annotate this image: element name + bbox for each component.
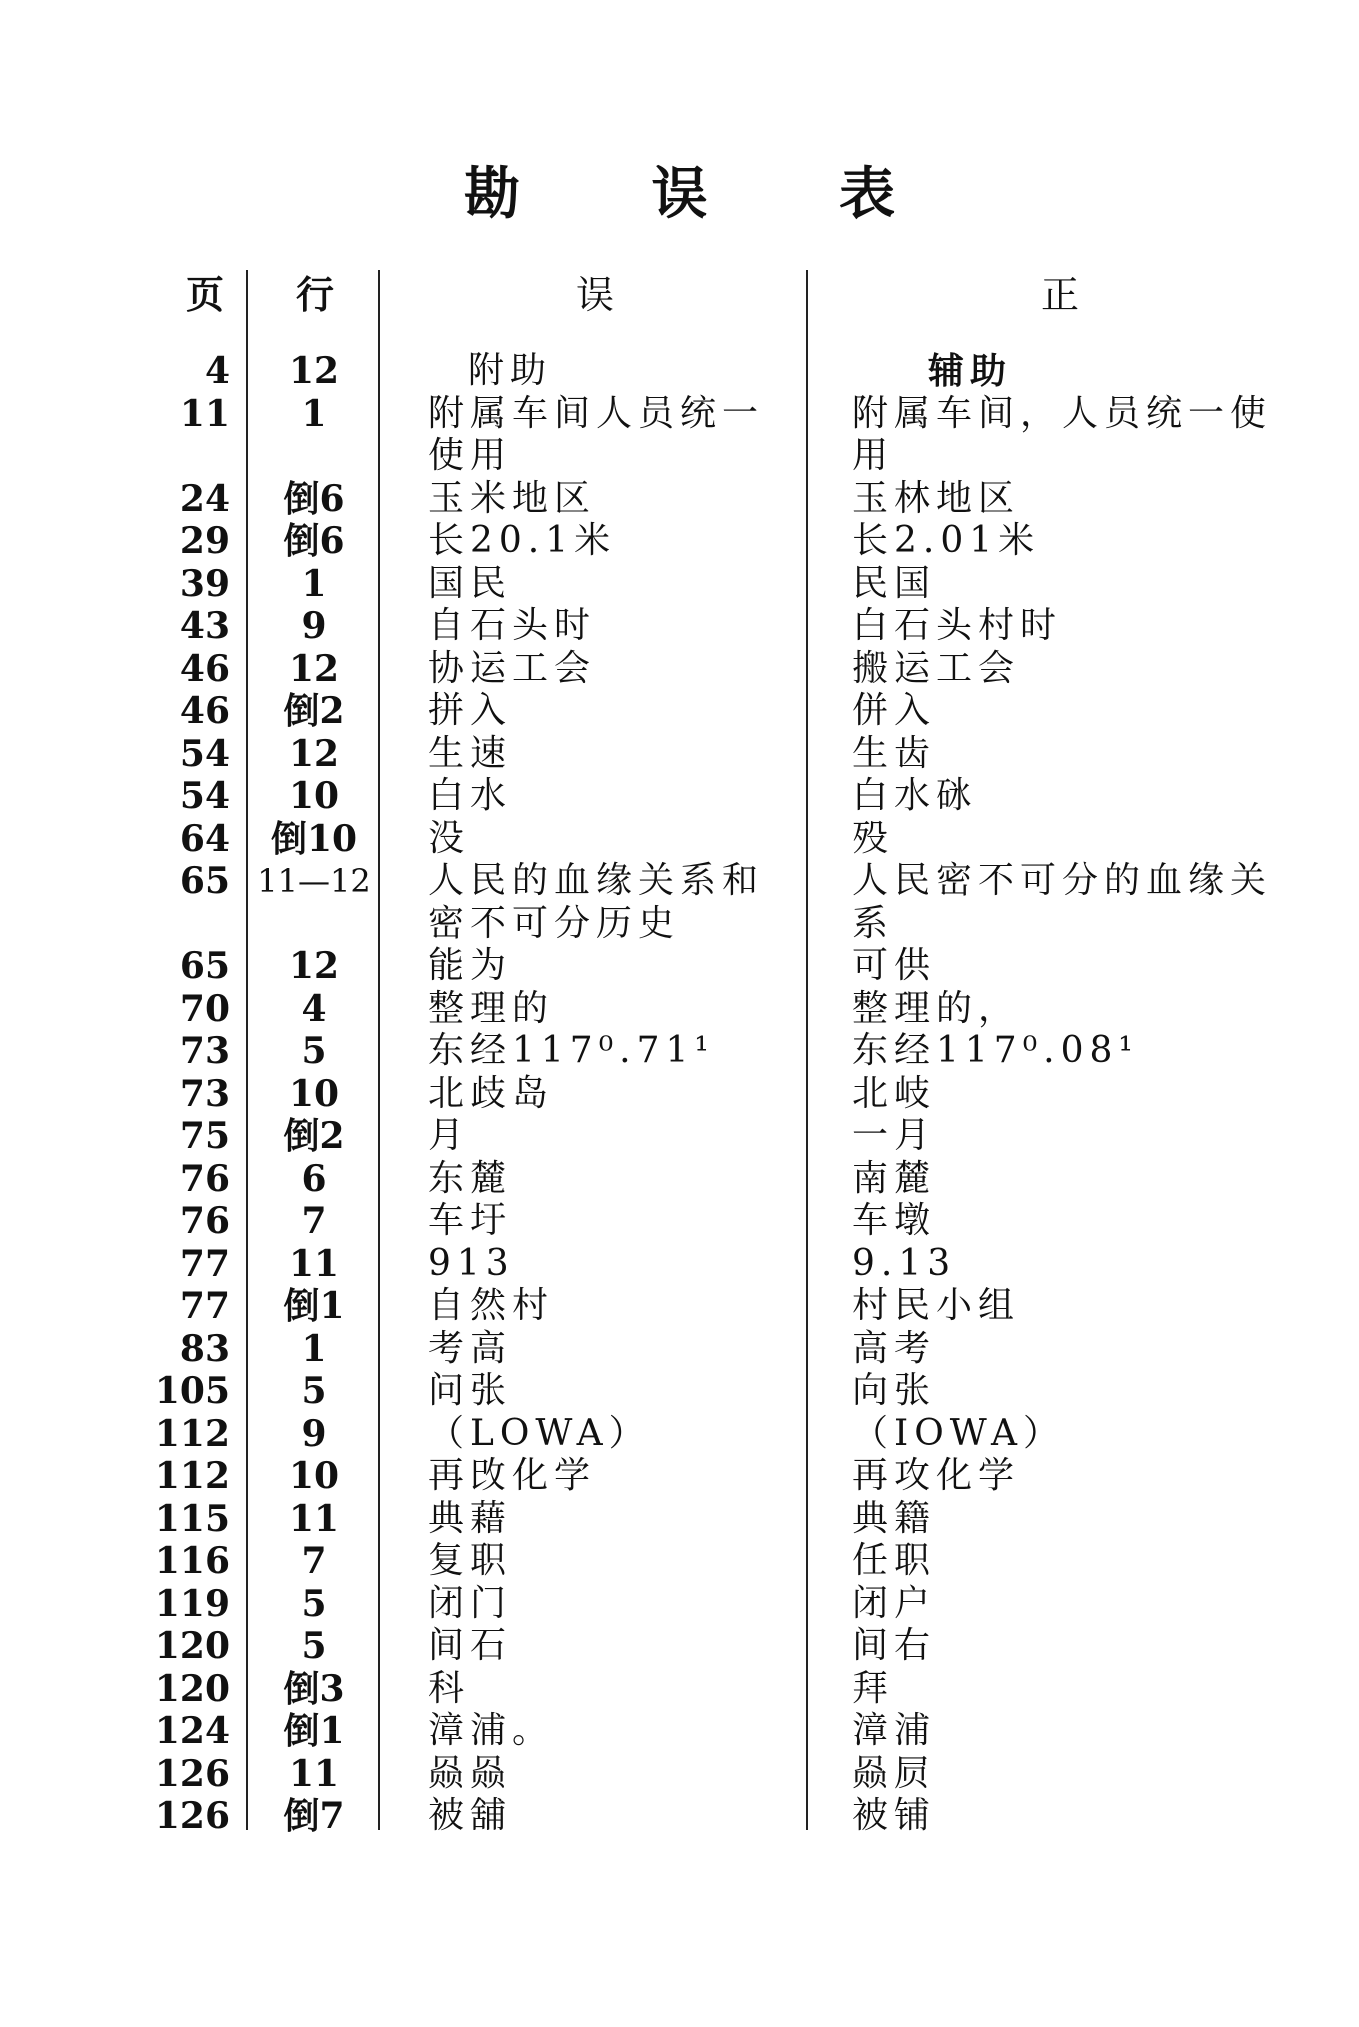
cell-page: 39 (179, 562, 230, 605)
cell-error: 被舖 (428, 1795, 513, 1836)
table-row (0, 818, 1359, 861)
cell-line: 1 (301, 392, 327, 435)
cell-line: 倒7 (283, 1795, 345, 1837)
cell-page: 24 (179, 477, 230, 520)
table-row (0, 1795, 1359, 1838)
table-row (0, 1625, 1359, 1668)
cell-error: 东经117⁰.71¹ (428, 1030, 715, 1071)
table-row (0, 1583, 1359, 1626)
cell-page: 124 (154, 1710, 230, 1752)
cell-line: 5 (301, 1625, 327, 1667)
cell-correct: 9.13 (852, 1242, 957, 1284)
cell-correct: 人民密不可分的血缘关系 (852, 860, 1273, 944)
cell-correct: 辅助 (928, 350, 1013, 392)
cell-line: 10 (288, 1072, 340, 1115)
cell-line: 12 (288, 350, 340, 392)
cell-error: 附助 (468, 350, 553, 391)
table-row (0, 690, 1359, 733)
cell-correct: 任职 (852, 1540, 937, 1581)
cell-correct: 村民小组 (852, 1285, 1021, 1326)
cell-page: 112 (154, 1412, 230, 1455)
cell-correct: 漳浦 (852, 1710, 937, 1751)
cell-correct: 被铺 (852, 1795, 937, 1836)
cell-correct: 高考 (852, 1327, 937, 1369)
cell-line: 5 (301, 1030, 327, 1072)
cell-error: 问张 (428, 1370, 513, 1411)
cell-correct: 东经117⁰.08¹ (852, 1030, 1139, 1071)
header-error: 误 (575, 273, 614, 317)
table-row (0, 945, 1359, 988)
cell-line: 倒1 (283, 1285, 345, 1327)
table-row (0, 1668, 1359, 1711)
table-row (0, 1540, 1359, 1583)
cell-error: 拼入 (428, 690, 513, 731)
cell-correct: 拜 (852, 1667, 895, 1709)
cell-error: 赑赑 (428, 1752, 513, 1794)
cell-line: 7 (301, 1540, 327, 1582)
cell-line: 4 (301, 987, 327, 1030)
cell-line: 7 (301, 1200, 327, 1242)
cell-error: 能为 (428, 945, 513, 986)
table-row (0, 1115, 1359, 1158)
cell-error: 生速 (428, 732, 513, 774)
cell-error: 再攺化学 (428, 1455, 597, 1496)
table-row (0, 860, 1359, 945)
cell-error: 漳浦。 (428, 1710, 555, 1751)
cell-line: 倒2 (283, 690, 345, 732)
cell-line: 10 (288, 775, 340, 817)
table-row (0, 1200, 1359, 1243)
cell-error: 国民 (428, 562, 513, 604)
table-row (0, 1285, 1359, 1328)
cell-line: 6 (301, 1157, 327, 1200)
cell-correct: 併入 (852, 690, 937, 731)
cell-error: 自然村 (428, 1285, 555, 1326)
cell-correct: （IOWA） (852, 1412, 1065, 1454)
table-row (0, 1073, 1359, 1116)
cell-line: 9 (301, 605, 327, 647)
cell-error: 间石 (428, 1625, 513, 1666)
cell-correct: 生齿 (852, 732, 937, 774)
table-row (0, 1158, 1359, 1201)
cell-correct: 白石头村时 (852, 605, 1063, 646)
cell-error: 附属车间人员统一使用 (428, 392, 765, 476)
cell-correct: 闭户 (852, 1582, 937, 1624)
cell-error: 月 (428, 1115, 471, 1156)
cell-correct: 可供 (852, 945, 937, 986)
cell-page: 64 (179, 817, 230, 860)
cell-error: 典藉 (428, 1497, 513, 1539)
cell-page: 65 (179, 860, 230, 902)
table-row (0, 605, 1359, 648)
cell-correct: 一月 (852, 1115, 937, 1156)
table-row (0, 393, 1359, 478)
cell-page: 120 (154, 1625, 230, 1667)
cell-error: 车圩 (428, 1200, 513, 1241)
cell-page: 120 (154, 1667, 230, 1710)
cell-page: 73 (179, 1072, 230, 1115)
cell-line: 1 (301, 1327, 327, 1370)
cell-page: 11 (179, 392, 230, 435)
cell-line: 9 (301, 1412, 327, 1455)
cell-page: 65 (179, 945, 230, 987)
cell-page: 115 (154, 1497, 230, 1540)
cell-page: 77 (179, 1285, 230, 1327)
cell-correct: 搬运工会 (852, 647, 1021, 689)
cell-page: 112 (154, 1455, 230, 1497)
cell-error: 自石头时 (428, 605, 597, 646)
cell-page: 46 (179, 690, 230, 732)
cell-correct: 北岐 (852, 1072, 937, 1114)
cell-page: 73 (179, 1030, 230, 1072)
cell-correct: 向张 (852, 1370, 937, 1411)
cell-page: 126 (154, 1795, 230, 1837)
cell-correct: 玉林地区 (852, 477, 1021, 519)
table-row (0, 1243, 1359, 1286)
cell-error: 科 (428, 1667, 471, 1709)
table-row (0, 1413, 1359, 1456)
cell-error: 闭门 (428, 1582, 513, 1624)
table-row (0, 1030, 1359, 1073)
cell-line: 11 (288, 1242, 340, 1285)
cell-error: 白水 (428, 775, 513, 816)
cell-page: 54 (179, 732, 230, 775)
cell-error: 协运工会 (428, 647, 597, 689)
cell-line: 5 (301, 1370, 327, 1412)
cell-line: 5 (301, 1582, 327, 1625)
table-row (0, 1753, 1359, 1796)
cell-correct: 民国 (852, 562, 937, 604)
cell-page: 70 (179, 987, 230, 1030)
cell-page: 116 (154, 1540, 230, 1582)
cell-error: 没 (428, 817, 471, 859)
cell-page: 126 (154, 1752, 230, 1795)
cell-correct: 间右 (852, 1625, 937, 1666)
cell-line: 11 (288, 1752, 340, 1795)
table-row (0, 350, 1359, 393)
cell-page: 77 (179, 1242, 230, 1285)
cell-error: 东麓 (428, 1157, 513, 1199)
cell-error: 考高 (428, 1327, 513, 1369)
cell-page: 46 (179, 647, 230, 690)
cell-correct: 附属车间，人员统一使用 (852, 392, 1273, 476)
table-row (0, 648, 1359, 691)
table-row (0, 478, 1359, 521)
cell-line: 倒10 (270, 817, 358, 860)
cell-line: 12 (288, 732, 340, 775)
cell-page: 54 (179, 775, 230, 817)
cell-error: 复职 (428, 1540, 513, 1581)
table-row (0, 520, 1359, 563)
cell-line: 倒2 (283, 1115, 345, 1157)
cell-page: 29 (179, 520, 230, 562)
cell-correct: 车墩 (852, 1200, 937, 1241)
header-correct: 正 (1040, 273, 1079, 317)
page-title: 勘 误 表 (464, 161, 951, 227)
table-row (0, 733, 1359, 776)
cell-error: 北歧岛 (428, 1072, 555, 1114)
errata-table (0, 350, 1359, 1838)
cell-page: 76 (179, 1200, 230, 1242)
cell-line: 11 (288, 1497, 340, 1540)
table-row (0, 988, 1359, 1031)
cell-correct: 南麓 (852, 1157, 937, 1199)
header-page: 页 (185, 272, 224, 317)
cell-correct: 典籍 (852, 1497, 937, 1539)
cell-correct: 再攻化学 (852, 1455, 1021, 1496)
header-line: 行 (295, 272, 334, 317)
table-row (0, 1455, 1359, 1498)
cell-page: 43 (179, 605, 230, 647)
cell-page: 119 (154, 1582, 230, 1625)
cell-correct: 白水砯 (852, 775, 979, 816)
cell-line: 倒6 (283, 477, 345, 520)
table-row (0, 775, 1359, 818)
cell-line: 11—12 (257, 862, 371, 900)
cell-error: （LOWA） (428, 1412, 651, 1454)
cell-correct: 殁 (852, 817, 895, 859)
table-row (0, 1710, 1359, 1753)
cell-line: 12 (288, 945, 340, 987)
table-row (0, 1370, 1359, 1413)
cell-line: 倒6 (283, 520, 345, 562)
cell-line: 倒3 (283, 1667, 345, 1710)
cell-error: 人民的血缘关系和密不可分历史 (428, 860, 765, 944)
cell-line: 倒1 (283, 1710, 345, 1752)
table-row (0, 1498, 1359, 1541)
cell-correct: 长2.01米 (852, 520, 1041, 561)
cell-error: 玉米地区 (428, 477, 597, 519)
cell-error: 整理的 (428, 987, 555, 1029)
cell-error: 长20.1米 (428, 520, 617, 561)
cell-correct: 赑屃 (852, 1752, 937, 1794)
table-row (0, 563, 1359, 606)
cell-line: 10 (288, 1455, 340, 1497)
cell-page: 105 (154, 1370, 230, 1412)
cell-page: 83 (179, 1327, 230, 1370)
cell-page: 75 (179, 1115, 230, 1157)
cell-correct: 整理的， (852, 987, 1021, 1029)
cell-page: 4 (204, 350, 230, 392)
cell-line: 1 (301, 562, 327, 605)
table-row (0, 1328, 1359, 1371)
cell-error: 913 (428, 1242, 515, 1284)
cell-page: 76 (179, 1157, 230, 1200)
cell-line: 12 (288, 647, 340, 690)
